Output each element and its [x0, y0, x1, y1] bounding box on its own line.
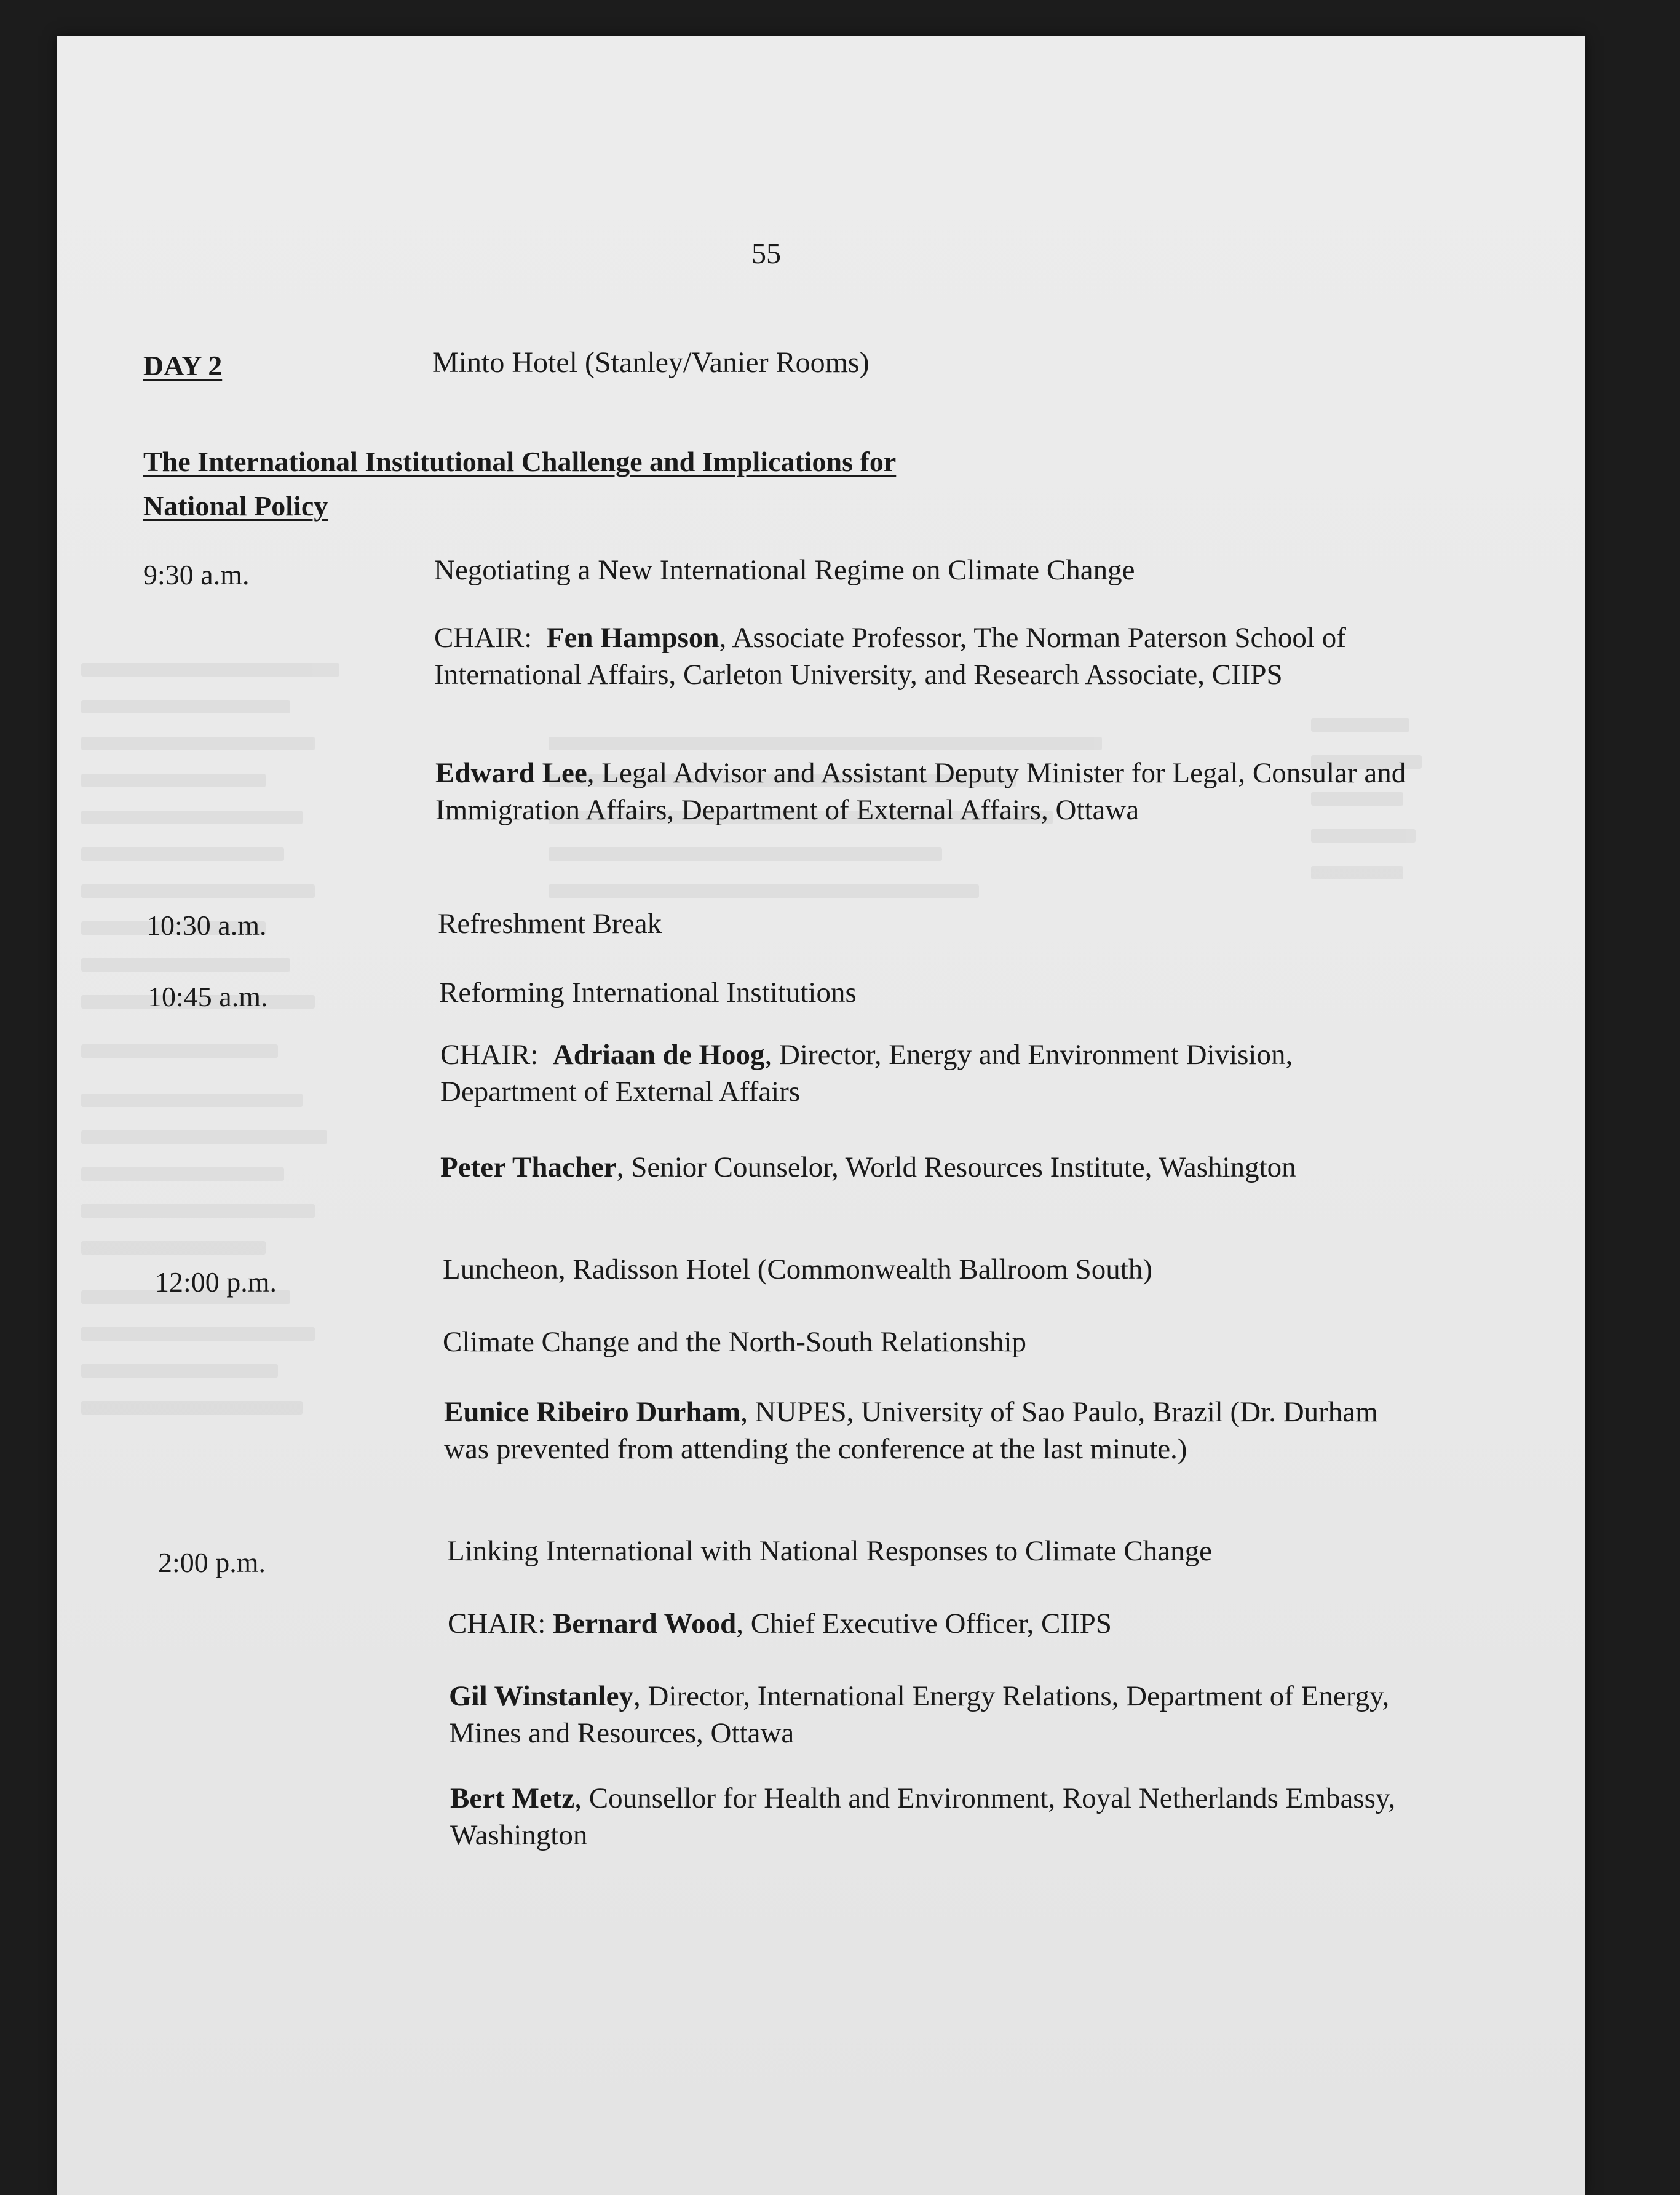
speaker: [435, 755, 1407, 828]
session-title: Luncheon, Radisson Hotel (Commonwealth Ballroom South): [443, 1253, 1152, 1285]
speaker-affiliation: , Legal Advisor and Assistant Deputy Minister for Legal, Consular and Immigration Affairs, Department of External Affairs, Ottawa: [435, 757, 1406, 826]
speaker-affiliation: , Counsellor for Health and Environment, Royal Netherlands Embassy, Washington: [450, 1782, 1396, 1851]
speaker-name: Gil Winstanley: [449, 1680, 633, 1712]
session-chair: [434, 619, 1406, 693]
chair-affiliation: , Chief Executive Officer, CIIPS: [736, 1608, 1112, 1640]
session-chair: [440, 1036, 1412, 1110]
chair-name: Adriaan de Hoog: [552, 1039, 765, 1071]
page-number: 55: [751, 237, 781, 270]
chair-prefix: CHAIR:: [448, 1608, 546, 1640]
session-time: 10:30 a.m.: [146, 910, 267, 941]
speaker: [449, 1678, 1420, 1752]
chair-affiliation: , Associate Professor, The Norman Paterson School of International Affairs, Carleton University, and Research Associate, CIIPS: [434, 622, 1346, 691]
session-time: 12:00 p.m.: [155, 1266, 277, 1298]
day-label: DAY 2: [143, 350, 223, 381]
chair-prefix: CHAIR:: [434, 622, 533, 654]
session-title: Negotiating a New International Regime on Climate Change: [434, 554, 1135, 586]
chair-affiliation: , Director, Energy and Environment Division, Department of External Affairs: [440, 1039, 1293, 1108]
chair-name: Bernard Wood: [553, 1608, 737, 1640]
speaker-name: Eunice Ribeiro Durham: [444, 1396, 741, 1428]
chair-name: Fen Hampson: [546, 622, 719, 654]
speaker-name: Edward Lee: [435, 757, 587, 789]
session-subtitle: Climate Change and the North-South Relationship: [443, 1326, 1026, 1358]
speaker-name: Bert Metz: [450, 1782, 575, 1814]
speaker: [450, 1780, 1422, 1854]
session-time: 2:00 p.m.: [158, 1547, 266, 1578]
session-title: Reforming International Institutions: [439, 977, 857, 1009]
session-chair: [448, 1605, 1419, 1642]
speaker-affiliation: , Director, International Energy Relations, Department of Energy, Mines and Resources, Ottawa: [449, 1680, 1390, 1749]
venue: Minto Hotel (Stanley/Vanier Rooms): [432, 346, 870, 379]
session-time: 9:30 a.m.: [143, 559, 250, 590]
section-title-line-1: The International Institutional Challenge and Implications for: [143, 446, 897, 477]
session-time: 10:45 a.m.: [148, 981, 268, 1012]
chair-prefix: CHAIR:: [440, 1039, 539, 1071]
speaker-name: Peter Thacher: [440, 1151, 617, 1183]
session-title: Refreshment Break: [438, 908, 662, 940]
speaker-affiliation: , Senior Counselor, World Resources Institute, Washington: [616, 1151, 1296, 1183]
speaker: [440, 1149, 1412, 1186]
speaker: [444, 1394, 1416, 1467]
speaker-affiliation: , NUPES, University of Sao Paulo, Brazil (Dr. Durham was prevented from attending the conference at the last minute.): [444, 1396, 1378, 1465]
session-title: Linking International with National Responses to Climate Change: [447, 1535, 1212, 1567]
section-title-line-2: National Policy: [143, 490, 328, 522]
